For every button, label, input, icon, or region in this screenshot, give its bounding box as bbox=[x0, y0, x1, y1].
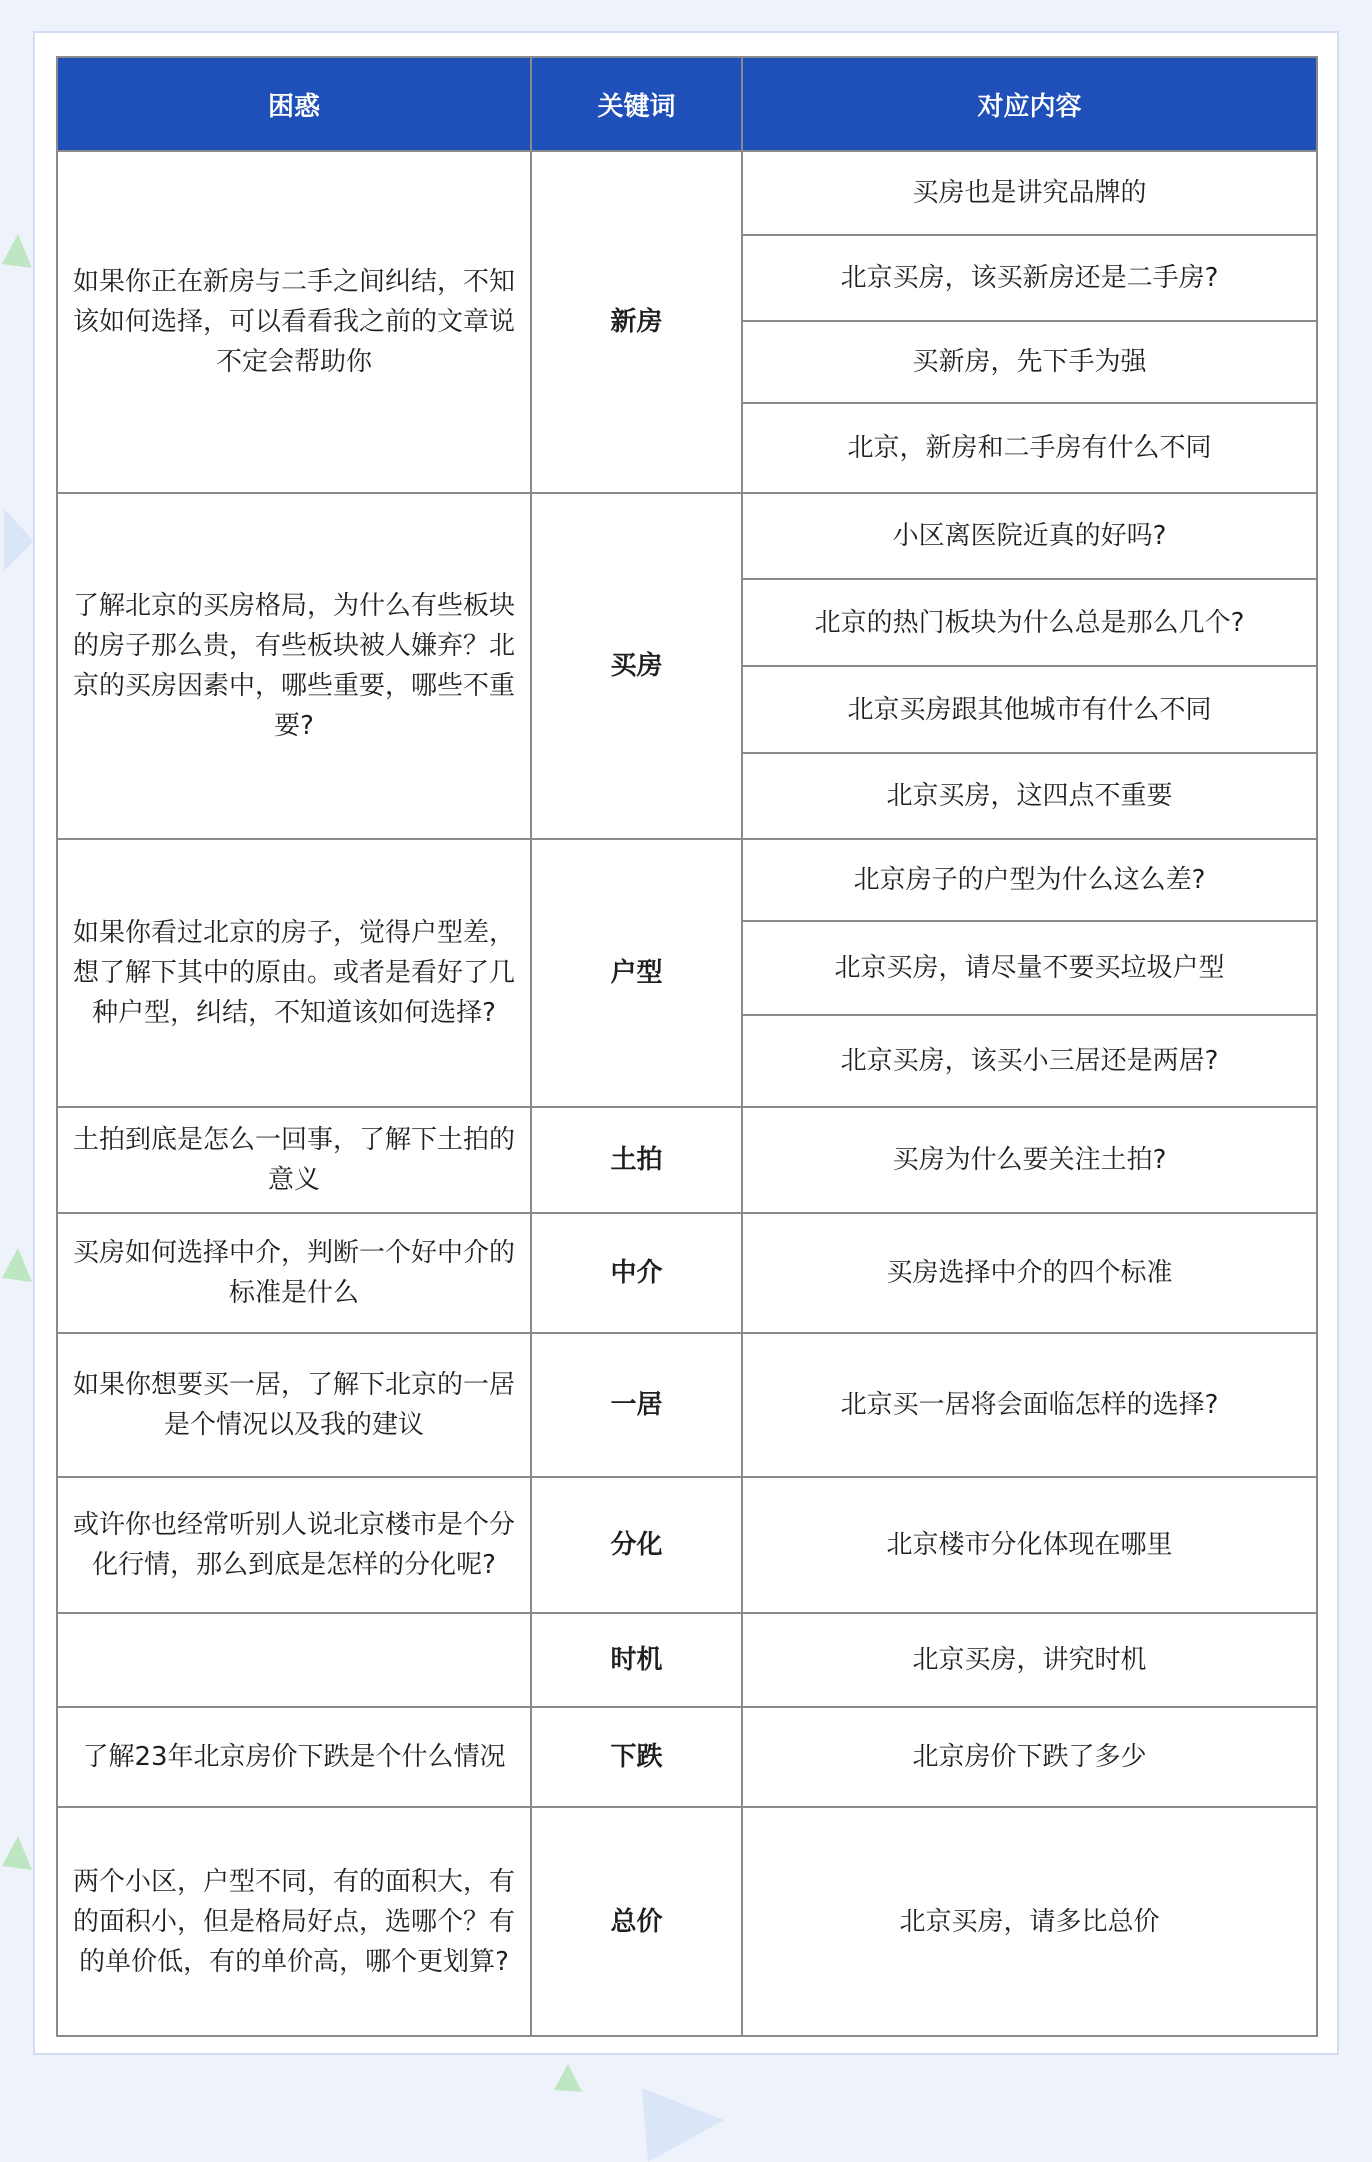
content-link[interactable]: 小区离医院近真的好吗? bbox=[742, 493, 1317, 579]
content-link[interactable]: 北京买房，讲究时机 bbox=[742, 1613, 1317, 1707]
content-link[interactable]: 北京房子的户型为什么这么差? bbox=[742, 839, 1317, 921]
header-confusion: 困惑 bbox=[57, 57, 531, 151]
table-row bbox=[57, 1707, 1317, 1807]
confusion-cell: 如果你看过北京的房子，觉得户型差，想了解下其中的原由。或者是看好了几种户型，纠结，不知道该如何选择? bbox=[57, 839, 531, 1107]
content-link[interactable]: 北京买房，这四点不重要 bbox=[742, 753, 1317, 839]
content-link[interactable]: 北京买房跟其他城市有什么不同 bbox=[742, 666, 1317, 753]
table-header-row bbox=[57, 57, 1317, 151]
keyword-cell: 下跌 bbox=[531, 1707, 742, 1807]
decor-shape-left-3 bbox=[0, 1246, 34, 1286]
table-row bbox=[57, 1807, 1317, 2036]
content-link[interactable]: 北京买房，该买新房还是二手房? bbox=[742, 235, 1317, 321]
confusion-cell bbox=[57, 1613, 531, 1707]
decor-shape-left-4 bbox=[0, 1834, 34, 1874]
table-row bbox=[57, 151, 1317, 235]
header-content: 对应内容 bbox=[742, 57, 1317, 151]
confusion-cell: 如果你想要买一居，了解下北京的一居是个情况以及我的建议 bbox=[57, 1333, 531, 1477]
content-link[interactable]: 北京楼市分化体现在哪里 bbox=[742, 1477, 1317, 1613]
keyword-cell: 一居 bbox=[531, 1333, 742, 1477]
content-link[interactable]: 买房也是讲究品牌的 bbox=[742, 151, 1317, 235]
table-row bbox=[57, 1477, 1317, 1613]
confusion-cell: 两个小区，户型不同，有的面积大，有的面积小，但是格局好点，选哪个？有的单价低，有的单价高，哪个更划算? bbox=[57, 1807, 531, 2036]
keyword-cell: 总价 bbox=[531, 1807, 742, 2036]
keyword-cell: 时机 bbox=[531, 1613, 742, 1707]
table-row bbox=[57, 1107, 1317, 1213]
confusion-cell: 土拍到底是怎么一回事，了解下土拍的意义 bbox=[57, 1107, 531, 1213]
decor-shape-left-1 bbox=[0, 232, 34, 272]
keyword-cell: 买房 bbox=[531, 493, 742, 839]
content-link[interactable]: 北京买一居将会面临怎样的选择? bbox=[742, 1333, 1317, 1477]
decor-shape-bottom-1 bbox=[552, 2062, 586, 2096]
confusion-cell: 了解23年北京房价下跌是个什么情况 bbox=[57, 1707, 531, 1807]
keyword-cell: 分化 bbox=[531, 1477, 742, 1613]
table-row bbox=[57, 1213, 1317, 1333]
content-link[interactable]: 买房为什么要关注土拍? bbox=[742, 1107, 1317, 1213]
keyword-cell: 户型 bbox=[531, 839, 742, 1107]
topic-guide-table bbox=[56, 56, 1318, 2037]
content-link[interactable]: 北京房价下跌了多少 bbox=[742, 1707, 1317, 1807]
content-link[interactable]: 北京的热门板块为什么总是那么几个? bbox=[742, 579, 1317, 666]
confusion-cell: 如果你正在新房与二手之间纠结，不知该如何选择，可以看看我之前的文章说不定会帮助你 bbox=[57, 151, 531, 493]
decor-shape-bottom-2 bbox=[636, 2080, 728, 2162]
keyword-cell: 土拍 bbox=[531, 1107, 742, 1213]
content-link[interactable]: 买新房，先下手为强 bbox=[742, 321, 1317, 403]
content-link[interactable]: 北京买房，请尽量不要买垃圾户型 bbox=[742, 921, 1317, 1015]
confusion-cell: 或许你也经常听别人说北京楼市是个分化行情，那么到底是怎样的分化呢? bbox=[57, 1477, 531, 1613]
table-row bbox=[57, 1333, 1317, 1477]
keyword-cell: 中介 bbox=[531, 1213, 742, 1333]
confusion-cell: 了解北京的买房格局，为什么有些板块的房子那么贵，有些板块被人嫌弃？北京的买房因素中，哪些重要，哪些不重要? bbox=[57, 493, 531, 839]
keyword-cell: 新房 bbox=[531, 151, 742, 493]
table-row bbox=[57, 1613, 1317, 1707]
table-row bbox=[57, 493, 1317, 579]
table-row bbox=[57, 839, 1317, 921]
content-link[interactable]: 买房选择中介的四个标准 bbox=[742, 1213, 1317, 1333]
header-keyword: 关键词 bbox=[531, 57, 742, 151]
decor-shape-left-2 bbox=[0, 505, 36, 575]
content-link[interactable]: 北京买房，请多比总价 bbox=[742, 1807, 1317, 2036]
confusion-cell: 买房如何选择中介，判断一个好中介的标准是什么 bbox=[57, 1213, 531, 1333]
content-link[interactable]: 北京买房，该买小三居还是两居? bbox=[742, 1015, 1317, 1107]
content-link[interactable]: 北京，新房和二手房有什么不同 bbox=[742, 403, 1317, 493]
